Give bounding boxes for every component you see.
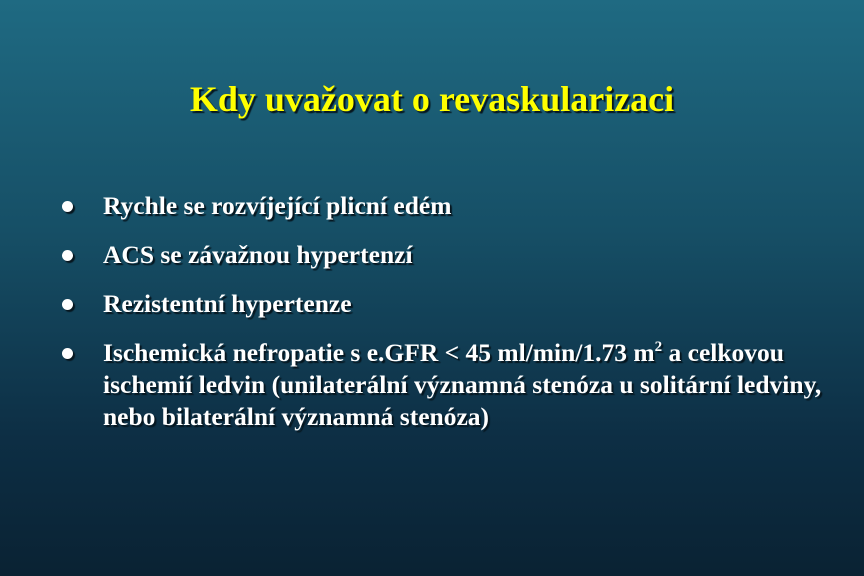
slide-title: Kdy uvažovat o revaskularizaci: [189, 79, 675, 119]
bullet-item: [62, 288, 842, 320]
bullet-item: [62, 190, 842, 222]
bullet-dot-icon: [62, 250, 73, 261]
bullet-text: Ischemická nefropatie s e.GFR < 45 ml/min/1.73 m: [103, 338, 655, 367]
bullet-text: Rezistentní hypertenze: [103, 289, 352, 318]
bullet-list: [62, 190, 842, 450]
bullet-item: [62, 239, 842, 271]
bullet-text-continuation: a celkovou ischemií ledvin (unilaterální významná stenóza u solitární ledviny, nebo bilaterální významná stenóza): [103, 338, 822, 431]
bullet-item: [62, 337, 842, 433]
bullet-dot-icon: [62, 201, 73, 212]
bullet-dot-icon: [62, 299, 73, 310]
bullet-dot-icon: [62, 348, 73, 359]
bullet-text: ACS se závažnou hypertenzí: [103, 240, 413, 269]
bullet-text: Rychle se rozvíjející plicní edém: [103, 191, 452, 220]
superscript-exponent: 2: [654, 339, 663, 355]
